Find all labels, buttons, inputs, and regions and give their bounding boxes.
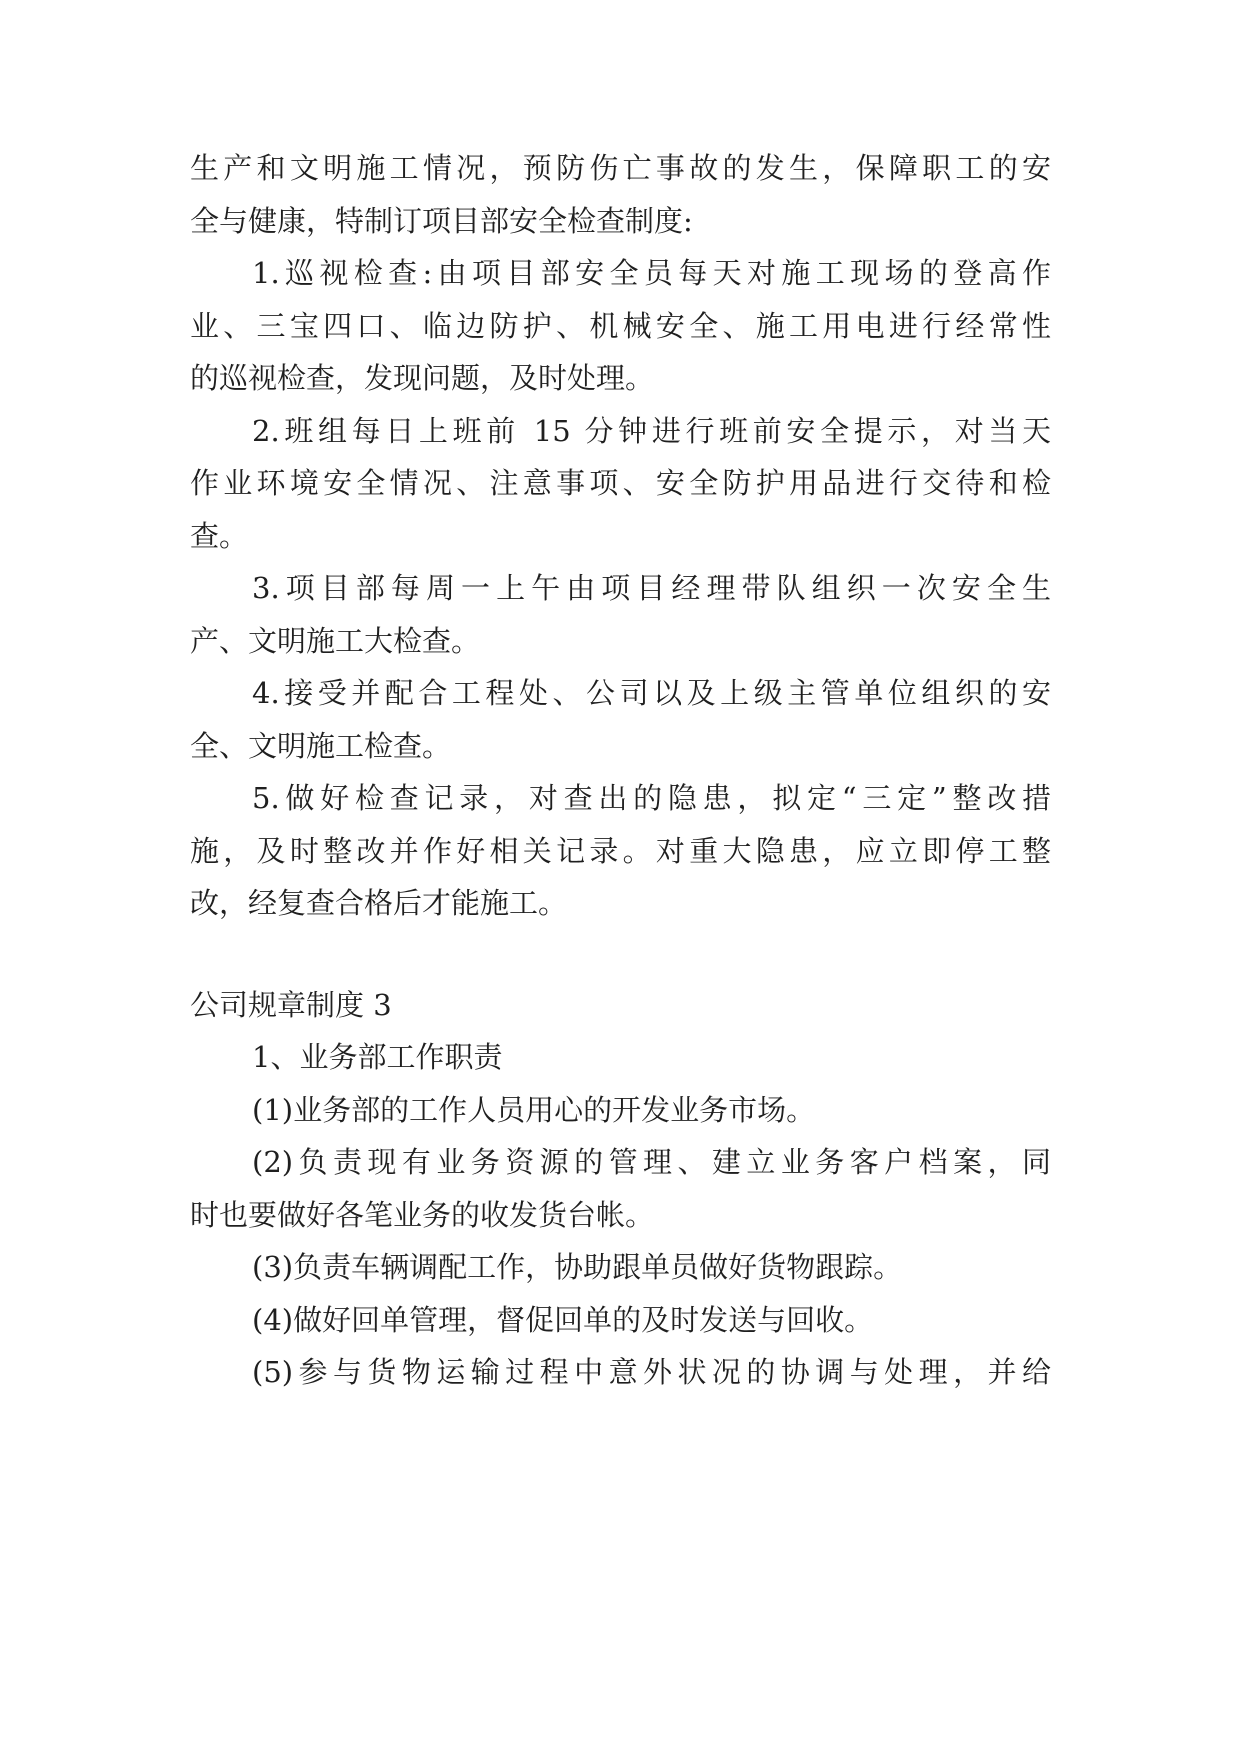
list-item-line: 改，经复查合格后才能施工。 xyxy=(190,886,568,920)
list-item-line: 时也要做好各笔业务的收发货台帐。 xyxy=(190,1198,655,1232)
list-item-line: 的巡视检查，发现问题，及时处理。 xyxy=(190,361,655,395)
list-item-line: (4)做好回单管理，督促回单的及时发送与回收。 xyxy=(252,1303,874,1337)
paragraph-line: 全与健康，特制订项目部安全检查制度: xyxy=(190,204,693,238)
list-item-line: 产、文明施工大检查。 xyxy=(190,624,481,658)
list-item-line: (5)参与货物运输过程中意外状况的协调与处理，并给 xyxy=(252,1355,1051,1389)
list-item-line: 业、三宝四口、临边防护、机械安全、施工用电进行经常性 xyxy=(190,309,1051,343)
list-item-line: 1.巡视检查:由项目部安全员每天对施工现场的登高作 xyxy=(252,256,1051,290)
section-heading: 公司规章制度 3 xyxy=(190,988,392,1022)
subheading: 1、业务部工作职责 xyxy=(252,1040,503,1074)
list-item-line: 查。 xyxy=(190,519,249,553)
list-item-line: (2)负责现有业务资源的管理、建立业务客户档案，同 xyxy=(252,1145,1051,1179)
list-item-line: 作业环境安全情况、注意事项、安全防护用品进行交待和检 xyxy=(190,466,1051,500)
list-item-line: 5.做好检查记录，对查出的隐患，拟定“三定”整改措 xyxy=(252,781,1051,815)
list-item-line: (3)负责车辆调配工作，协助跟单员做好货物跟踪。 xyxy=(252,1250,903,1284)
list-item-line: 施，及时整改并作好相关记录。对重大隐患，应立即停工整 xyxy=(190,834,1051,868)
list-item-line: 3.项目部每周一上午由项目经理带队组织一次安全生 xyxy=(252,571,1051,605)
list-item-line: 2.班组每日上班前 15 分钟进行班前安全提示，对当天 xyxy=(252,414,1051,448)
list-item-line: (1)业务部的工作人员用心的开发业务市场。 xyxy=(252,1093,816,1127)
list-item-line: 全、文明施工检查。 xyxy=(190,729,452,763)
list-item-line: 4.接受并配合工程处、公司以及上级主管单位组织的安 xyxy=(252,676,1051,710)
paragraph-line: 生产和文明施工情况，预防伤亡事故的发生，保障职工的安 xyxy=(190,151,1051,185)
